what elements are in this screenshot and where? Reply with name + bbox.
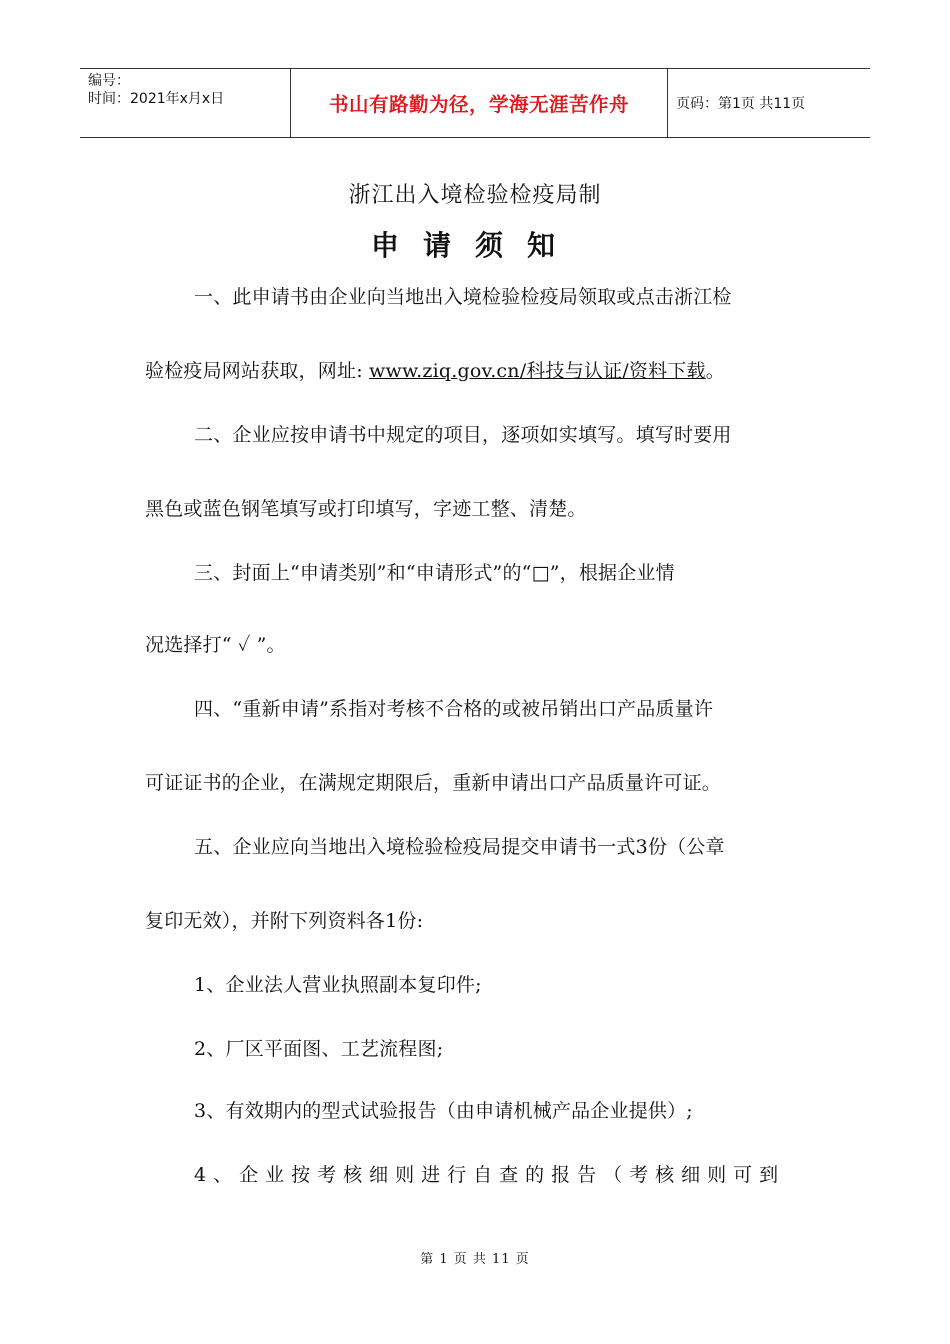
- page-header: [80, 68, 870, 138]
- header-meta: [80, 69, 290, 137]
- list-item-2: 2、厂区平面图、工艺流程图;: [194, 1038, 444, 1060]
- header-page-info: 页码：第1页 共11页: [676, 96, 806, 112]
- paragraph-2-line-1: 二、企业应按申请书中规定的项目，逐项如实填写。填写时要用: [194, 424, 732, 446]
- list-item-1: 1、企业法人营业执照副本复印件;: [194, 974, 482, 996]
- paragraph-3-line-2: 况选择打“ ✓ ”。: [145, 634, 286, 656]
- time-label: 时间：2021年x月x日: [88, 91, 225, 107]
- header-motto: 书山有路勤为径，学海无涯苦作舟: [290, 69, 668, 137]
- paragraph-1-line-1: 一、此申请书由企业向当地出入境检验检疫局领取或点击浙江检: [194, 286, 732, 308]
- issuing-organization: 浙江出入境检验检疫局制: [348, 183, 602, 208]
- page-footer: 第 1 页 共 11 页: [420, 1252, 530, 1267]
- url-suffix: 。: [705, 360, 725, 382]
- paragraph-3-line-1: 三、封面上“申请类别”和“申请形式”的“□”，根据企业情: [194, 562, 675, 584]
- document-title: 申请须知: [370, 229, 579, 262]
- list-item-4: 4、企业按考核细则进行自查的报告（考核细则可到: [194, 1164, 786, 1186]
- paragraph-5-line-2: 复印无效），并附下列资料各1份:: [145, 910, 424, 932]
- paragraph-4-line-2: 可证证书的企业，在满规定期限后，重新申请出口产品质量许可证。: [145, 772, 722, 794]
- paragraph-1-line-2: [145, 356, 815, 383]
- url-prefix: 验检疫局网站获取，网址:: [145, 360, 370, 382]
- list-item-3: 3、有效期内的型式试验报告（由申请机械产品企业提供）;: [194, 1100, 693, 1122]
- paragraph-2-line-2: 黑色或蓝色钢笔填写或打印填写，字迹工整、清楚。: [145, 498, 587, 520]
- paragraph-4-line-1: 四、“重新申请”系指对考核不合格的或被吊销出口产品质量许: [194, 698, 714, 720]
- download-url-link[interactable]: www.ziq.gov.cn/科技与认证/资料下载: [369, 360, 706, 382]
- paragraph-5-line-1: 五、企业应向当地出入境检验检疫局提交申请书一式3份（公章: [194, 836, 725, 858]
- number-label: 编号：: [88, 73, 130, 89]
